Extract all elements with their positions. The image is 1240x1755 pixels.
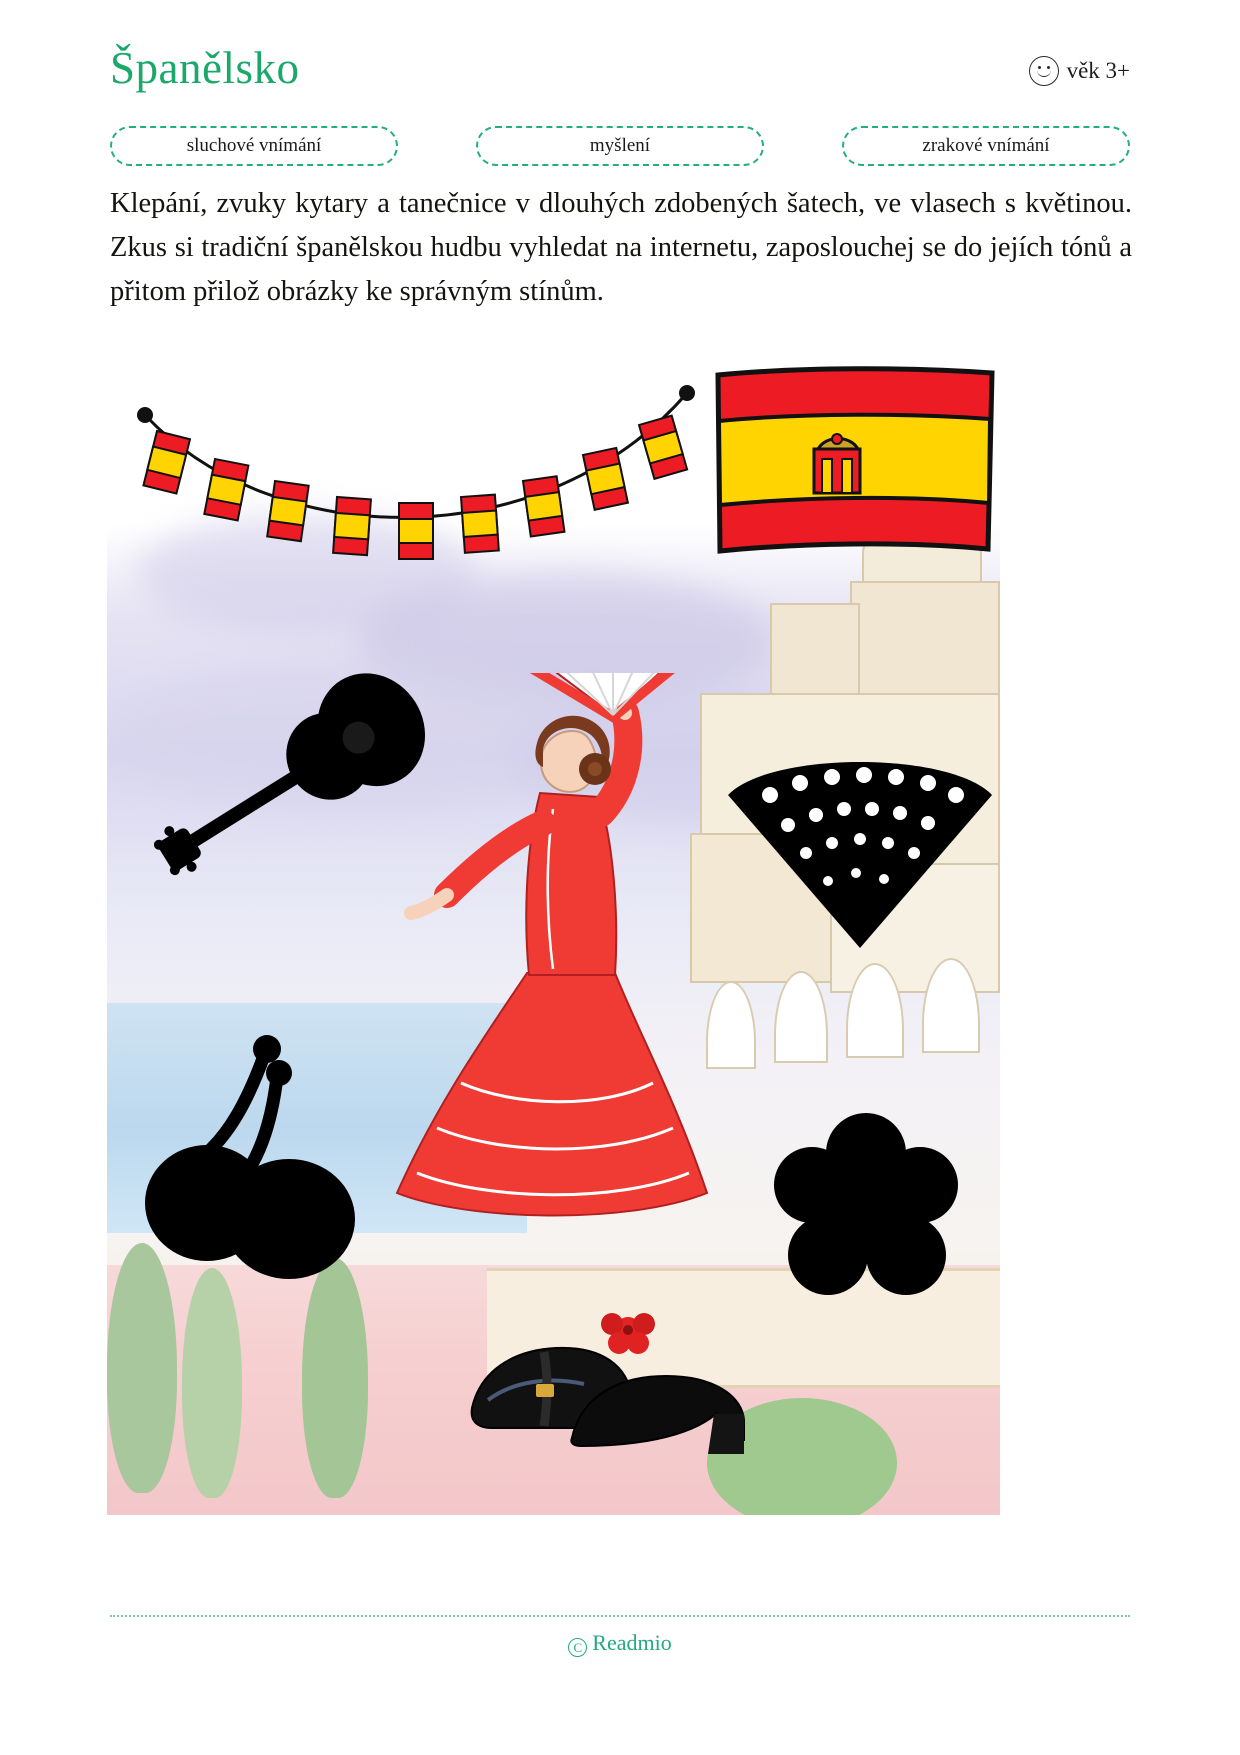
copyright-icon: C [568, 1638, 587, 1657]
skill-tags [110, 126, 1130, 166]
age-badge [1029, 56, 1130, 86]
page-title: Španělsko [110, 43, 300, 93]
brand-name: Readmio [592, 1630, 672, 1655]
building-block [770, 603, 860, 703]
footer-divider [110, 1615, 1130, 1617]
skill-tag-auditory: sluchové vnímání [110, 126, 398, 166]
footer-brand [0, 1630, 1240, 1657]
cypress-tree [182, 1268, 242, 1498]
skill-tag-thinking: myšlení [476, 126, 764, 166]
page-header [110, 44, 1130, 106]
instructions-text: Klepání, zvuky kytary a tanečnice v dlouhých zdobených šatech, ve vlasech s květinou. Zkus si tradiční španělskou hudbu vyhledat na internetu, zaposlouchej se do jejích tónů a přitom přilož obrázky ke správným stínům. [110, 188, 1132, 307]
spain-activity-illustration [107, 363, 1000, 1515]
flamenco-shoes [452, 1288, 782, 1468]
bunting-spanish-flags [127, 385, 707, 585]
flamenco-dancer [377, 673, 767, 1233]
castanets-shadow [137, 1023, 397, 1293]
smiley-face-icon [1029, 56, 1059, 86]
flower-shadow [750, 1103, 980, 1323]
arcade-arch [774, 971, 828, 1063]
cypress-tree [302, 1258, 368, 1498]
age-label: věk 3+ [1066, 58, 1130, 83]
spanish-flag [710, 363, 1000, 563]
skill-tag-visual: zrakové vnímání [842, 126, 1130, 166]
building-block [850, 581, 1000, 701]
